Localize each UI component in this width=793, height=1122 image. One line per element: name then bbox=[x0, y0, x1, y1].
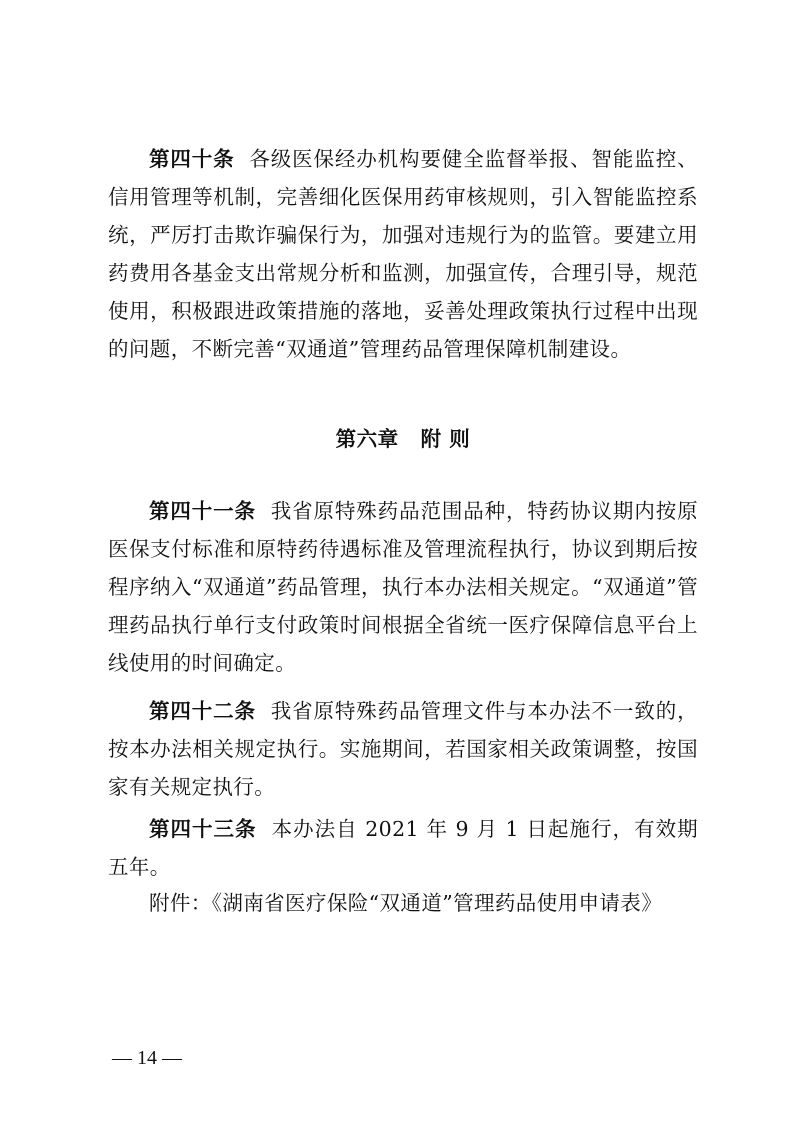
attachment-note: 附件：《湖南省医疗保险“双通道”管理药品使用申请表》 bbox=[149, 891, 663, 915]
chapter-title: 附 则 bbox=[420, 427, 471, 451]
article-42-heading: 第四十二条 bbox=[149, 699, 256, 723]
article-43 bbox=[108, 810, 698, 886]
article-40 bbox=[108, 140, 698, 368]
article-40-heading: 第四十条 bbox=[149, 147, 235, 171]
article-41-text: 我省原特殊药品范围品种，特药协议期内按原医保支付标准和原特药待遇标准及管理流程执行，协议到期后按程序纳入“双通道”药品管理，执行本办法相关规定。“双通道”管理药品执行单行支付政策时间根据全省统一医疗保障信息平台上线使用的时间确定。 bbox=[108, 499, 698, 675]
page-number: — 14 — bbox=[112, 1047, 182, 1069]
article-42 bbox=[108, 692, 698, 806]
article-43-text: 本办法自 2021 年 9 月 1 日起施行，有效期五年。 bbox=[108, 817, 698, 879]
chapter-heading bbox=[108, 420, 698, 458]
article-41-heading: 第四十一条 bbox=[149, 499, 256, 523]
article-43-heading: 第四十三条 bbox=[149, 817, 257, 841]
article-42-text: 我省原特殊药品管理文件与本办法不一致的，按本办法相关规定执行。实施期间，若国家相关政策调整，按国家有关规定执行。 bbox=[108, 699, 698, 799]
article-40-text: 各级医保经办机构要健全监督举报、智能监控、信用管理等机制，完善细化医保用药审核规则，引入智能监控系统，严厉打击欺诈骗保行为，加强对违规行为的监管。要建立用药费用各基金支出常规分析和监测，加强宣传，合理引导，规范使用，积极跟进政策措施的落地，妥善处理政策执行过程中出现的问题，不断完善“双通道”管理药品管理保障机制建设。 bbox=[108, 147, 698, 361]
article-41 bbox=[108, 492, 698, 682]
chapter-number: 第六章 bbox=[335, 427, 399, 451]
